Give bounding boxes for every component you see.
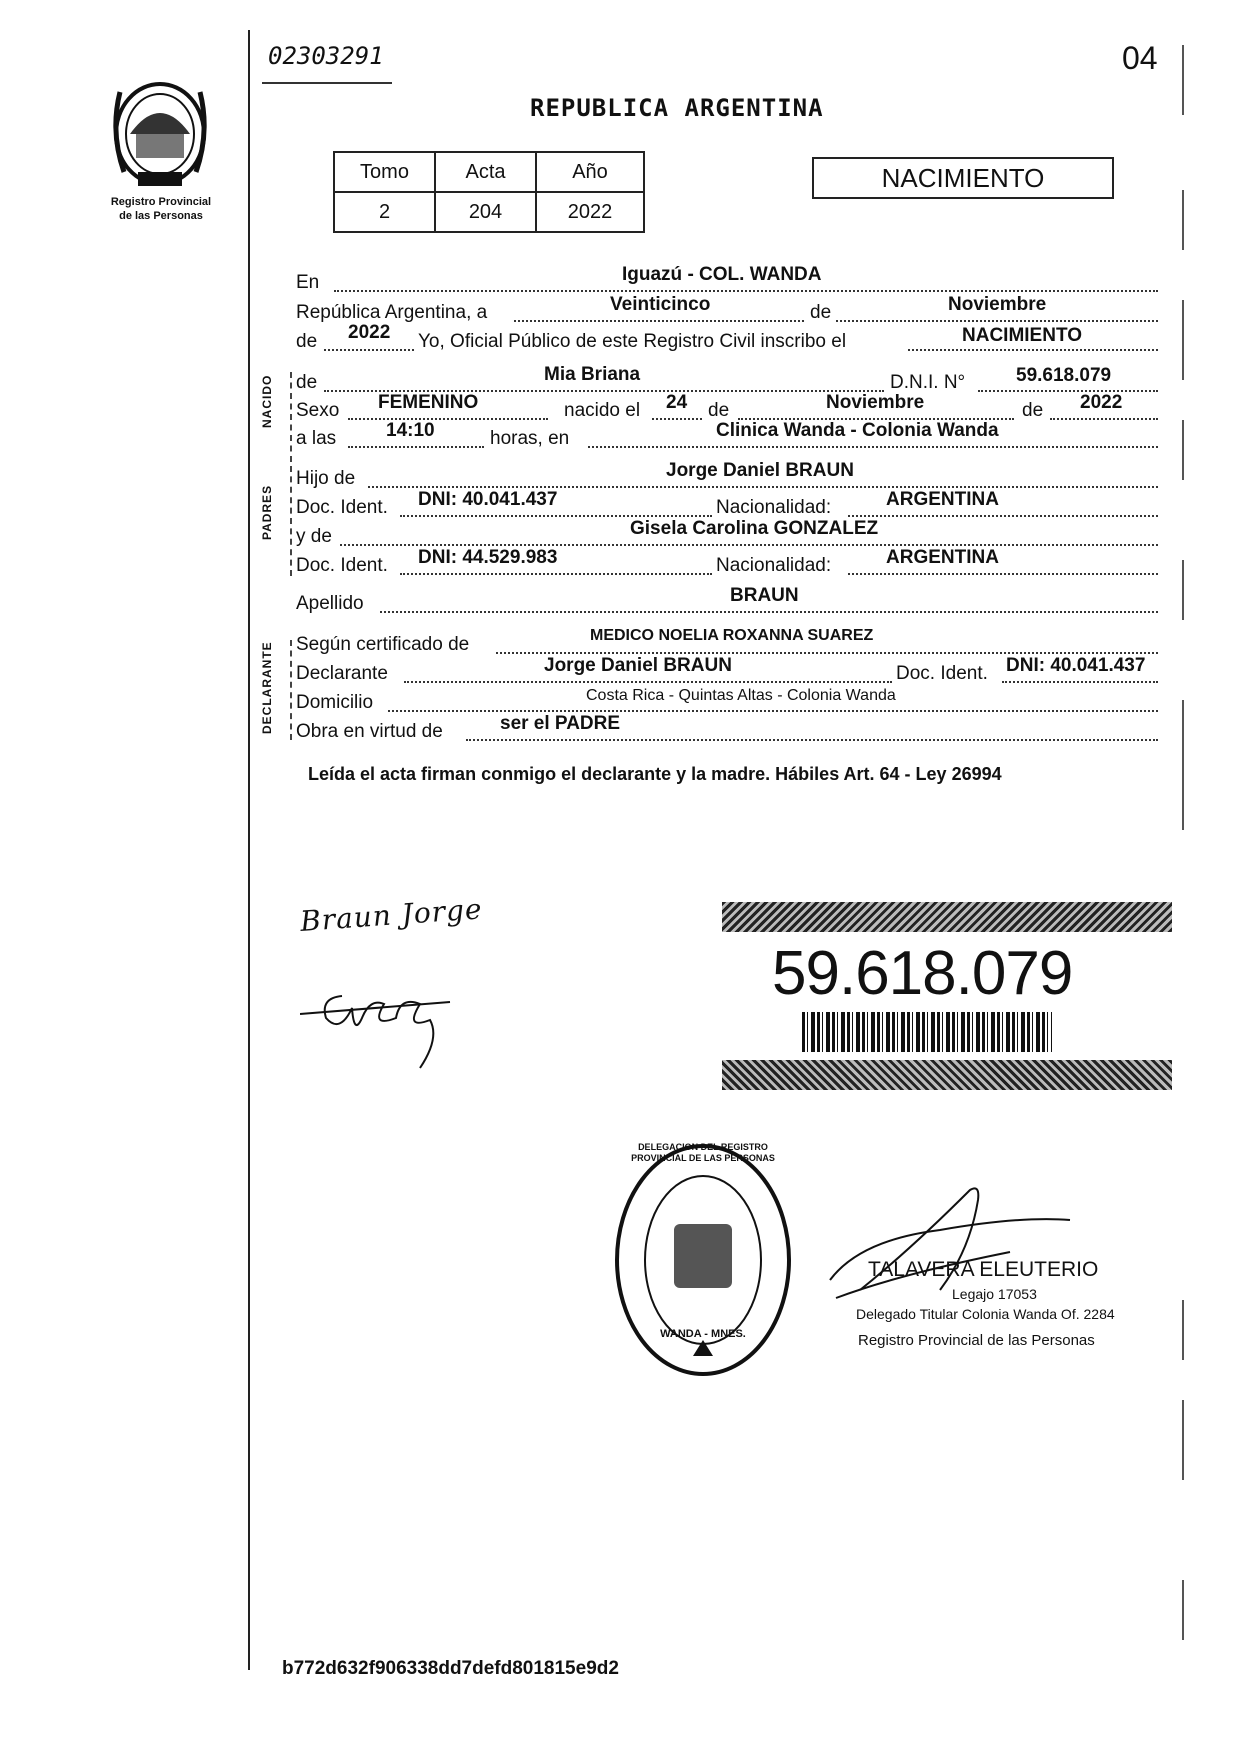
dotted-line [380, 611, 1158, 613]
officer-signature [820, 1180, 1080, 1310]
seal-icon [612, 1140, 794, 1380]
document-hash: b772d632f906338dd7defd801815e9d2 [282, 1658, 619, 1679]
label-declarante: Declarante [296, 663, 388, 684]
seal-outer-text: DELEGACION DEL REGISTRO PROVINCIAL DE LAS PERSONAS [631, 1142, 775, 1163]
dotted-line [400, 515, 712, 517]
label-hijo-de: Hijo de [296, 468, 356, 489]
value-tipo: NACIMIENTO [962, 325, 1082, 346]
value-padre-nacionalidad: ARGENTINA [886, 489, 999, 510]
officer-position: Delegado Titular Colonia Wanda Of. 2284 [856, 1306, 1115, 1322]
page-title: REPUBLICA ARGENTINA [530, 94, 824, 122]
signature-text: Braun Jorge [299, 892, 484, 938]
dotted-line [466, 739, 1158, 741]
label-segun-certificado: Según certificado de [296, 634, 470, 655]
dotted-line [1002, 681, 1158, 683]
dni-sticker [722, 902, 1172, 1092]
handwritten-signature [299, 892, 500, 1078]
dni-number-large: 59.618.079 [772, 939, 1073, 1008]
record-table [333, 151, 645, 233]
value-madre-doc: DNI: 44.529.983 [418, 547, 558, 568]
right-margin-line [1182, 45, 1184, 115]
seal-inner-text: WANDA - MNES. [660, 1328, 746, 1340]
value-apellido: BRAUN [730, 585, 799, 606]
dotted-line [496, 652, 1158, 654]
label-sexo: Sexo [296, 400, 340, 421]
value-lugar: Iguazú - COL. WANDA [622, 264, 822, 285]
value-mes-nacimiento: Noviembre [826, 392, 925, 413]
value-hora: 14:10 [386, 420, 435, 441]
dotted-line [368, 486, 1158, 488]
dotted-line [340, 544, 1158, 546]
label-en: En [296, 272, 320, 293]
logo-caption-line2: de las Personas [119, 210, 203, 222]
value-padre-doc: DNI: 40.041.437 [418, 489, 558, 510]
table-cell: 204 [435, 192, 536, 232]
serial-underline [262, 82, 392, 84]
label-obra-en-virtud: Obra en virtud de [296, 721, 443, 742]
value-padre: Jorge Daniel BRAUN [666, 460, 854, 481]
official-seal [612, 1140, 794, 1380]
value-mes-inscripcion: Noviembre [948, 294, 1047, 315]
section-divider [290, 372, 292, 462]
dotted-line [978, 390, 1158, 392]
label-declarante-doc: Doc. Ident. [896, 663, 988, 684]
label-a-las: a las [296, 428, 337, 449]
label-republica: República Argentina, a [296, 302, 488, 323]
label-dni-n: D.N.I. N° [890, 372, 966, 393]
right-margin-line [1182, 1580, 1184, 1640]
value-declarante-doc: DNI: 40.041.437 [1006, 655, 1146, 676]
label-doc-ident: Doc. Ident. [296, 497, 388, 518]
provincial-logo [100, 72, 220, 192]
label-de: de [810, 302, 832, 323]
dotted-line [908, 349, 1158, 351]
label-oficial: Yo, Oficial Público de este Registro Civil inscribo el [418, 331, 847, 352]
table-cell: 2022 [536, 192, 644, 232]
value-obra-en-virtud: ser el PADRE [500, 713, 621, 734]
right-margin-line [1182, 190, 1184, 250]
logo-caption-line1: Registro Provincial [110, 196, 212, 208]
record-type-box: NACIMIENTO [812, 157, 1114, 199]
dotted-line [588, 446, 1158, 448]
right-margin-line [1182, 300, 1184, 380]
signature-scribble-icon [300, 958, 500, 1078]
label-domicilio: Domicilio [296, 692, 374, 713]
section-divider [290, 466, 292, 576]
dotted-line [652, 418, 702, 420]
value-dia-texto: Veinticinco [610, 294, 711, 315]
table-cell: 2 [334, 192, 435, 232]
dotted-line [348, 446, 484, 448]
right-margin-line [1182, 1400, 1184, 1480]
section-divider [290, 640, 292, 740]
dotted-line [324, 349, 414, 351]
value-dia-nacimiento: 24 [666, 392, 688, 413]
value-dni: 59.618.079 [1016, 365, 1112, 386]
value-madre-nacionalidad: ARGENTINA [886, 547, 999, 568]
side-label-padres: PADRES [260, 484, 274, 540]
coat-of-arms-icon [100, 72, 220, 192]
side-label-declarante: DECLARANTE [260, 641, 274, 734]
label-y-de: y de [296, 526, 332, 547]
value-anio-nacimiento: 2022 [1080, 392, 1123, 413]
label-apellido: Apellido [296, 593, 364, 614]
value-madre: Gisela Carolina GONZALEZ [630, 518, 879, 539]
officer-legajo: Legajo 17053 [952, 1286, 1037, 1302]
dotted-line [334, 290, 1158, 292]
label-de-year: de [296, 331, 318, 352]
value-nombre: Mia Briana [544, 364, 641, 385]
right-margin-line [1182, 700, 1184, 830]
table-header: Tomo [334, 152, 435, 192]
officer-signature-icon [820, 1180, 1080, 1310]
left-border-line [248, 30, 250, 1670]
dotted-line [404, 681, 892, 683]
label-doc-ident: Doc. Ident. [296, 555, 388, 576]
serial-number: 02303291 [268, 42, 384, 70]
label-horas-en: horas, en [490, 428, 570, 449]
dotted-line [400, 573, 712, 575]
side-label-nacido: NACIDO [260, 374, 274, 428]
page-number: 04 [1122, 40, 1158, 76]
officer-name: TALAVERA ELEUTERIO [868, 1258, 1099, 1281]
table-header: Acta [435, 152, 536, 192]
officer-office: Registro Provincial de las Personas [858, 1332, 1095, 1349]
sticker-pattern-top [722, 902, 1172, 932]
closing-text: Leída el acta firman conmigo el declarante y la madre. Hábiles Art. 64 - Ley 26994 [308, 764, 1002, 784]
dotted-line [848, 515, 1158, 517]
value-sexo: FEMENINO [378, 392, 479, 413]
label-de-mes: de [708, 400, 730, 421]
value-declarante: Jorge Daniel BRAUN [544, 655, 732, 676]
right-margin-line [1182, 420, 1184, 480]
value-certificado: MEDICO NOELIA ROXANNA SUAREZ [590, 627, 874, 644]
label-nacionalidad: Nacionalidad: [716, 497, 832, 518]
sticker-pattern-bottom [722, 1060, 1172, 1090]
dotted-line [848, 573, 1158, 575]
value-lugar-nacimiento: Clinica Wanda - Colonia Wanda [716, 420, 999, 441]
label-nacionalidad: Nacionalidad: [716, 555, 832, 576]
label-de-anio: de [1022, 400, 1044, 421]
barcode-icon [802, 1012, 1052, 1052]
dotted-line [388, 710, 1158, 712]
dotted-line [348, 418, 548, 420]
right-margin-line [1182, 1300, 1184, 1360]
dotted-line [1050, 418, 1158, 420]
dotted-line [514, 320, 804, 322]
value-domicilio: Costa Rica - Quintas Altas - Colonia Wanda [586, 687, 896, 704]
value-anio-inscripcion: 2022 [348, 322, 391, 343]
right-margin-line [1182, 560, 1184, 620]
dotted-line [836, 320, 1158, 322]
label-nacido-el: nacido el [564, 400, 641, 421]
label-de-nombre: de [296, 372, 318, 393]
table-header: Año [536, 152, 644, 192]
